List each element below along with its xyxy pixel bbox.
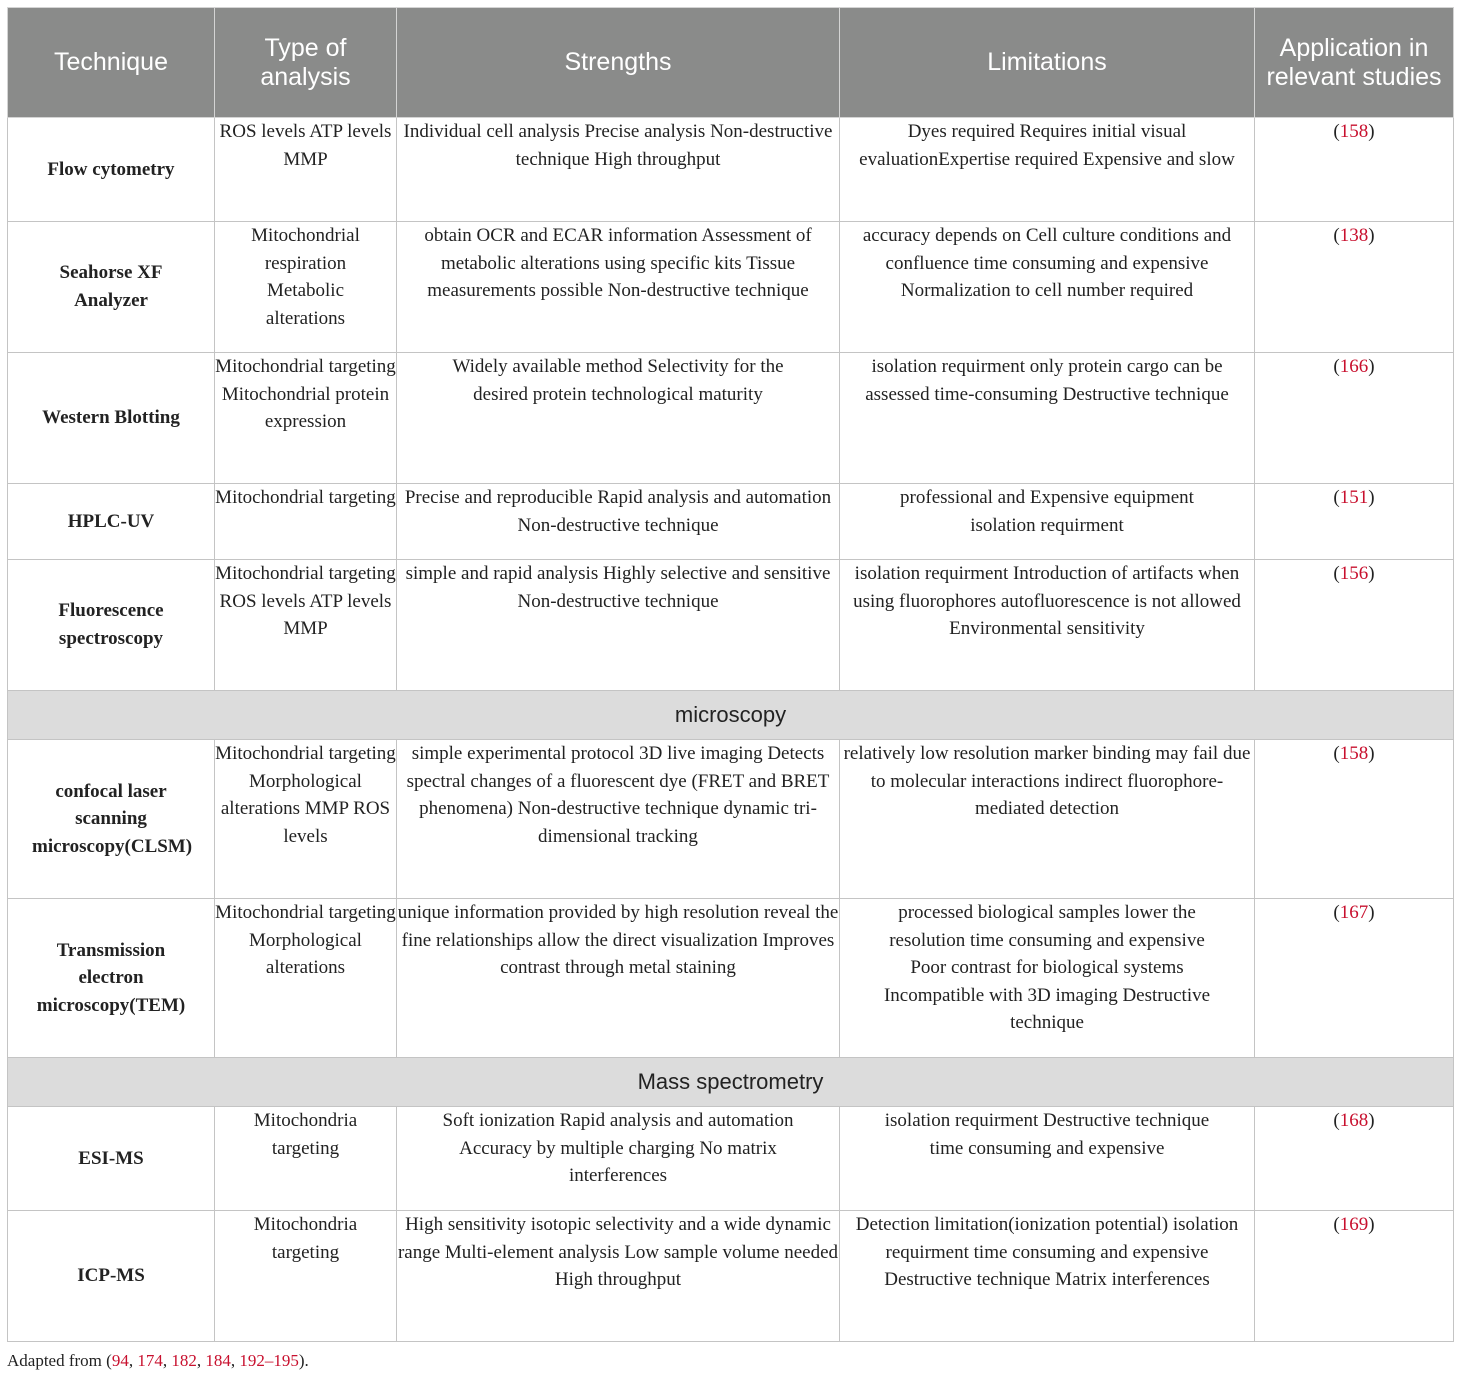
strengths-cell: simple experimental protocol 3D live imaging Detects spectral changes of a fluorescent dye (FRET and BRET phenomena) Non-destructive technique dynamic tri-dimensional tracking — [397, 740, 840, 899]
footnote-ref[interactable]: 184 — [205, 1351, 231, 1370]
reference-link[interactable]: 166 — [1339, 356, 1369, 377]
table-row — [8, 484, 1454, 560]
table-footnote: Adapted from (94, 174, 182, 184, 192–195). — [7, 1351, 309, 1370]
limitations-cell: Dyes required Requires initial visual evaluationExpertise required Expensive and slow — [840, 118, 1255, 222]
table-row — [8, 899, 1454, 1058]
limitations-cell: accuracy depends on Cell culture conditions and confluence time consuming and expensive Normalization to cell number required — [840, 222, 1255, 353]
limitations-cell: professional and Expensive equipment isolation requirment — [840, 484, 1255, 560]
table-row — [8, 740, 1454, 899]
technique-cell: Flow cytometry — [8, 118, 215, 222]
section-row-mass-spectrometry — [8, 1058, 1454, 1107]
section-title: microscopy — [8, 691, 1454, 740]
technique-cell: Seahorse XF Analyzer — [8, 222, 215, 353]
reference-link[interactable]: 138 — [1339, 225, 1369, 246]
header-strengths: Strengths — [397, 8, 840, 118]
reference-link[interactable]: 151 — [1339, 487, 1369, 508]
strengths-cell: Individual cell analysis Precise analysis Non-destructive technique High throughput — [397, 118, 840, 222]
type-cell: Mitochondrial targeting Mitochondrial protein expression — [215, 353, 397, 484]
table-row — [8, 222, 1454, 353]
limitations-cell: isolation requirment Destructive technique time consuming and expensive — [840, 1107, 1255, 1211]
type-cell: Mitochondrial targeting Morphological alterations MMP ROS levels — [215, 740, 397, 899]
technique-cell: Transmission electron microscopy(TEM) — [8, 899, 215, 1058]
technique-cell: confocal laser scanning microscopy(CLSM) — [8, 740, 215, 899]
header-application: Application in relevant studies — [1255, 8, 1454, 118]
section-title: Mass spectrometry — [8, 1058, 1454, 1107]
strengths-cell: unique information provided by high resolution reveal the fine relationships allow the direct visualization Improves contrast through metal staining — [397, 899, 840, 1058]
limitations-cell: relatively low resolution marker binding may fail due to molecular interactions indirect fluorophore-mediated detection — [840, 740, 1255, 899]
limitations-cell: processed biological samples lower the resolution time consuming and expensive Poor contrast for biological systems Incompatible with 3D imaging Destructive technique — [840, 899, 1255, 1058]
technique-cell: ESI-MS — [8, 1107, 215, 1211]
section-row-microscopy — [8, 691, 1454, 740]
reference-cell: (169) — [1255, 1211, 1454, 1342]
reference-cell: (168) — [1255, 1107, 1454, 1211]
type-cell: ROS levels ATP levels MMP — [215, 118, 397, 222]
footnote-ref[interactable]: 174 — [137, 1351, 163, 1370]
technique-cell: Western Blotting — [8, 353, 215, 484]
strengths-cell: Soft ionization Rapid analysis and automation Accuracy by multiple charging No matrix interferences — [397, 1107, 840, 1211]
footnote-ref[interactable]: 94 — [111, 1351, 129, 1370]
table-row — [8, 1107, 1454, 1211]
table-row — [8, 560, 1454, 691]
type-cell: Mitochondria targeting — [215, 1107, 397, 1211]
reference-link[interactable]: 158 — [1339, 743, 1369, 764]
reference-cell: (156) — [1255, 560, 1454, 691]
reference-cell: (167) — [1255, 899, 1454, 1058]
type-cell: Mitochondrial targeting ROS levels ATP levels MMP — [215, 560, 397, 691]
reference-link[interactable]: 156 — [1339, 563, 1369, 584]
limitations-cell: Detection limitation(ionization potential) isolation requirment time consuming and expensive Destructive technique Matrix interferences — [840, 1211, 1255, 1342]
comparison-table — [7, 7, 1454, 1342]
table-row — [8, 353, 1454, 484]
strengths-cell: High sensitivity isotopic selectivity and a wide dynamic range Multi-element analysis Low sample volume needed High throughput — [397, 1211, 840, 1342]
reference-link[interactable]: 158 — [1339, 121, 1369, 142]
reference-cell: (166) — [1255, 353, 1454, 484]
header-technique: Technique — [8, 8, 215, 118]
header-type-of-analysis: Type of analysis — [215, 8, 397, 118]
limitations-cell: isolation requirment only protein cargo can be assessed time-consuming Destructive technique — [840, 353, 1255, 484]
limitations-cell: isolation requirment Introduction of artifacts when using fluorophores autofluorescence is not allowed Environmental sensitivity — [840, 560, 1255, 691]
type-cell: Mitochondria targeting — [215, 1211, 397, 1342]
technique-cell: ICP-MS — [8, 1211, 215, 1342]
reference-link[interactable]: 169 — [1339, 1214, 1369, 1235]
reference-cell: (151) — [1255, 484, 1454, 560]
type-cell: Mitochondrial targeting — [215, 484, 397, 560]
reference-cell: (158) — [1255, 118, 1454, 222]
strengths-cell: Precise and reproducible Rapid analysis and automation Non-destructive technique — [397, 484, 840, 560]
reference-cell: (158) — [1255, 740, 1454, 899]
reference-link[interactable]: 168 — [1339, 1110, 1369, 1131]
table-row — [8, 1211, 1454, 1342]
table-row — [8, 118, 1454, 222]
strengths-cell: obtain OCR and ECAR information Assessment of metabolic alterations using specific kits Tissue measurements possible Non-destructive technique — [397, 222, 840, 353]
strengths-cell: Widely available method Selectivity for the desired protein technological maturity — [397, 353, 840, 484]
technique-cell: Fluorescence spectroscopy — [8, 560, 215, 691]
technique-cell: HPLC-UV — [8, 484, 215, 560]
footnote-ref[interactable]: 192–195 — [239, 1351, 299, 1370]
reference-link[interactable]: 167 — [1339, 902, 1369, 923]
strengths-cell: simple and rapid analysis Highly selective and sensitive Non-destructive technique — [397, 560, 840, 691]
type-cell: Mitochondrial targeting Morphological alterations — [215, 899, 397, 1058]
type-cell: Mitochondrial respiration Metabolic alterations — [215, 222, 397, 353]
reference-cell: (138) — [1255, 222, 1454, 353]
header-limitations: Limitations — [840, 8, 1255, 118]
header-row — [8, 8, 1454, 118]
footnote-ref[interactable]: 182 — [171, 1351, 197, 1370]
